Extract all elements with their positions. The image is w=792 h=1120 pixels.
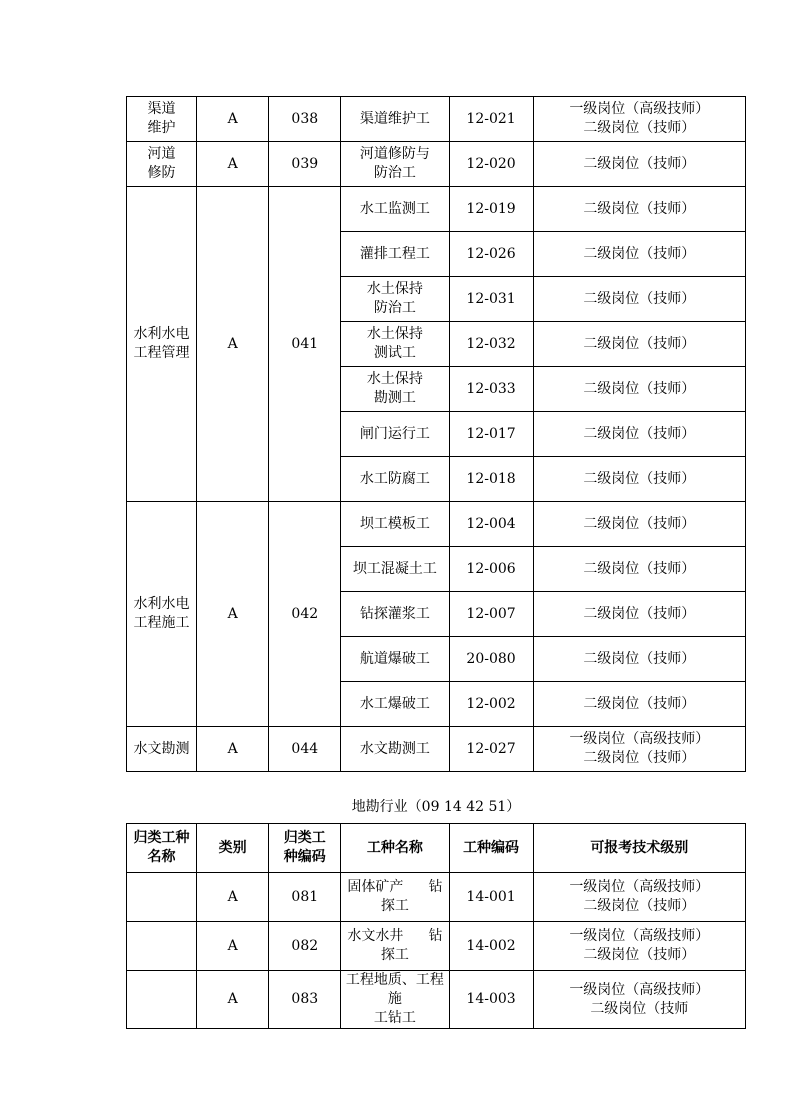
job-name-cell: 水土保持 测试工 — [341, 322, 449, 367]
job-code-cell: 14-002 — [449, 922, 533, 971]
table-row — [127, 971, 746, 1029]
job-name-cell: 渠道维护工 — [341, 97, 449, 142]
job-code-cell: 12-026 — [449, 232, 533, 277]
qualification-table-geology — [126, 823, 746, 1029]
category-cell: 河道 修防 — [127, 142, 197, 187]
category-code-cell: 041 — [269, 187, 341, 502]
level-cell: 二级岗位（技师） — [533, 637, 745, 682]
job-name-cell: 固体矿产 钻 探工 — [341, 873, 449, 922]
job-code-cell: 12-017 — [449, 412, 533, 457]
category-code-cell: 082 — [269, 922, 341, 971]
job-code-cell: 12-027 — [449, 727, 533, 772]
category-code-cell: 039 — [269, 142, 341, 187]
qualification-table-water — [126, 96, 746, 772]
type-cell: A — [197, 873, 269, 922]
job-name-cell: 水文勘测工 — [341, 727, 449, 772]
job-name-cell: 水工爆破工 — [341, 682, 449, 727]
category-cell: 水利水电 工程施工 — [127, 502, 197, 727]
level-cell: 一级岗位（高级技师） 二级岗位（技师） — [533, 873, 745, 922]
level-cell: 二级岗位（技师） — [533, 682, 745, 727]
category-code-cell: 044 — [269, 727, 341, 772]
header-category-code: 归类工 种编码 — [269, 824, 341, 873]
job-code-cell: 12-032 — [449, 322, 533, 367]
job-name-cell: 坝工混凝土工 — [341, 547, 449, 592]
job-code-cell: 14-001 — [449, 873, 533, 922]
level-cell: 二级岗位（技师） — [533, 367, 745, 412]
job-code-cell: 12-007 — [449, 592, 533, 637]
job-name-cell: 坝工模板工 — [341, 502, 449, 547]
type-cell: A — [197, 187, 269, 502]
job-name-cell: 航道爆破工 — [341, 637, 449, 682]
table-row — [127, 502, 746, 547]
table-row — [127, 142, 746, 187]
job-name-cell: 水土保持 防治工 — [341, 277, 449, 322]
type-cell: A — [197, 97, 269, 142]
job-name-cell: 工程地质、工程施 工钻工 — [341, 971, 449, 1029]
category-code-cell: 083 — [269, 971, 341, 1029]
job-name-cell: 灌排工程工 — [341, 232, 449, 277]
job-code-cell: 12-020 — [449, 142, 533, 187]
job-name-cell: 水文水井 钻 探工 — [341, 922, 449, 971]
job-code-cell: 20-080 — [449, 637, 533, 682]
type-cell: A — [197, 971, 269, 1029]
category-cell: 渠道 维护 — [127, 97, 197, 142]
job-name-cell: 河道修防与 防治工 — [341, 142, 449, 187]
table-row — [127, 873, 746, 922]
job-name-cell: 水土保持 勘测工 — [341, 367, 449, 412]
table-header-row — [127, 824, 746, 873]
job-name-cell: 钻探灌浆工 — [341, 592, 449, 637]
job-code-cell: 14-003 — [449, 971, 533, 1029]
level-cell: 二级岗位（技师） — [533, 457, 745, 502]
table-row — [127, 727, 746, 772]
job-name-cell: 水工监测工 — [341, 187, 449, 232]
table-row — [127, 97, 746, 142]
level-cell: 二级岗位（技师） — [533, 277, 745, 322]
job-code-cell: 12-004 — [449, 502, 533, 547]
header-levels: 可报考技术级别 — [533, 824, 745, 873]
header-type: 类别 — [197, 824, 269, 873]
level-cell: 一级岗位（高级技师） 二级岗位（技师） — [533, 922, 745, 971]
job-code-cell: 12-021 — [449, 97, 533, 142]
section-title: 地勘行业（09 14 42 51） — [351, 799, 521, 815]
category-cell — [127, 922, 197, 971]
category-code-cell: 038 — [269, 97, 341, 142]
job-code-cell: 12-033 — [449, 367, 533, 412]
job-name-cell: 闸门运行工 — [341, 412, 449, 457]
job-name-cell: 水工防腐工 — [341, 457, 449, 502]
level-cell: 一级岗位（高级技师） 二级岗位（技师） — [533, 727, 745, 772]
header-category-name: 归类工种 名称 — [127, 824, 197, 873]
table-row — [127, 187, 746, 232]
table-row — [127, 922, 746, 971]
job-code-cell: 12-002 — [449, 682, 533, 727]
level-cell: 二级岗位（技师） — [533, 502, 745, 547]
job-code-cell: 12-006 — [449, 547, 533, 592]
type-cell: A — [197, 727, 269, 772]
category-cell: 水利水电 工程管理 — [127, 187, 197, 502]
category-cell — [127, 873, 197, 922]
level-cell: 二级岗位（技师） — [533, 322, 745, 367]
level-cell: 一级岗位（高级技师） 二级岗位（技师） — [533, 97, 745, 142]
level-cell: 二级岗位（技师） — [533, 232, 745, 277]
category-cell: 水文勘测 — [127, 727, 197, 772]
type-cell: A — [197, 502, 269, 727]
category-cell — [127, 971, 197, 1029]
level-cell: 一级岗位（高级技师） 二级岗位（技师 — [533, 971, 745, 1029]
level-cell: 二级岗位（技师） — [533, 547, 745, 592]
type-cell: A — [197, 922, 269, 971]
job-code-cell: 12-031 — [449, 277, 533, 322]
level-cell: 二级岗位（技师） — [533, 142, 745, 187]
level-cell: 二级岗位（技师） — [533, 187, 745, 232]
header-job-name: 工种名称 — [341, 824, 449, 873]
category-code-cell: 042 — [269, 502, 341, 727]
level-cell: 二级岗位（技师） — [533, 592, 745, 637]
category-code-cell: 081 — [269, 873, 341, 922]
job-code-cell: 12-018 — [449, 457, 533, 502]
job-code-cell: 12-019 — [449, 187, 533, 232]
header-job-code: 工种编码 — [449, 824, 533, 873]
level-cell: 二级岗位（技师） — [533, 412, 745, 457]
type-cell: A — [197, 142, 269, 187]
